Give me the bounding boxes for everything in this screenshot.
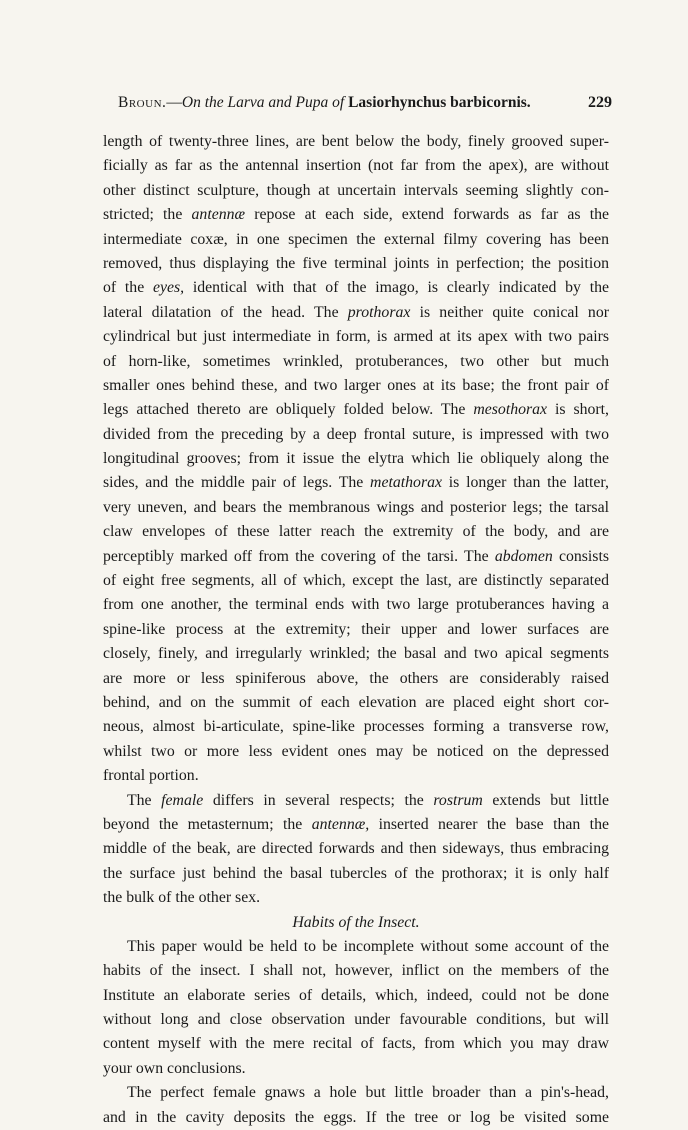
text-line: smaller ones behind these, and two larger ones at its base; the front pair of [103,376,609,394]
text-line: closely, finely, and irregularly wrinkled; the basal and two apical segments [103,645,609,663]
text-line: Institute an elaborate series of details, which, indeed, could not be done [103,986,609,1004]
text-line: neous, almost bi-articulate, spine-like processes forming a transverse row, [103,718,609,736]
text-line: beyond the metasternum; the antennæ, inserted nearer the base than the [103,815,609,833]
text-line: the surface just behind the basal tubercles of the prothorax; it is only half [103,864,609,882]
text-line: frontal portion. [103,767,199,785]
paragraph-egg-laying [103,1081,609,1130]
header-species: Lasiorhynchus barbicornis. [348,94,531,111]
text-line: without long and close observation under favourable conditions, but will [103,1011,609,1029]
text-line: The perfect female gnaws a hole but little broader than a pin's-head, [127,1084,609,1102]
paragraph-female [103,789,609,911]
text-line: of the eyes, identical with that of the imago, is clearly indicated by the [103,279,610,297]
text-line: behind, and on the summit of each elevation are placed eight short cor- [103,693,609,711]
text-line: length of twenty-three lines, are bent below the body, finely grooved super- [103,133,609,150]
text-line: middle of the beak, are directed forwards and then sideways, thus embracing [103,840,609,858]
text-line: divided from the preceding by a deep frontal suture, is impressed with two [103,425,609,443]
header-title [118,94,531,112]
text-line: other distinct sculpture, though at uncertain intervals seeming slightly con- [103,181,609,199]
text-line: perceptibly marked off from the covering of the tarsi. The abdomen consists [103,547,609,565]
text-line: of horn-like, sometimes wrinkled, protuberances, two other but much [103,352,609,370]
text-line: are more or less spiniferous above, the others are considerably raised [103,669,609,687]
text-line: removed, thus displaying the five terminal joints in perfection; the position [103,254,609,272]
header-dash: — [166,94,182,111]
text-line: cylindrical but just intermediate in form, is armed at its apex with two pairs [103,328,609,346]
text-line: sides, and the middle pair of legs. The metathorax is longer than the latter, [103,474,609,492]
text-line: intermediate coxæ, in one specimen the external filmy covering has been [103,230,609,248]
text-line: content myself with the mere recital of facts, from which you may draw [103,1035,609,1053]
text-line: legs attached thereto are obliquely folded below. The mesothorax is short, [103,401,609,419]
paragraph-larva-description [103,130,609,789]
text-line: longitudinal grooves; from it issue the elytra which lie obliquely along the [103,450,609,468]
text-line: the bulk of the other sex. [103,889,261,907]
text-line: The female differs in several respects; the rostrum extends but little [127,791,609,809]
running-header [118,94,612,112]
page-number: 229 [588,94,612,111]
text-line: ficially as far as the antennal insertion (not far from the apex), are without [103,157,609,175]
header-title-italic: On the Larva and Pupa of [181,94,349,111]
text-line: from one another, the terminal ends with two large protuberances having a [103,596,609,614]
text-line: and in the cavity deposits the eggs. If the tree or log be visited some [103,1108,609,1126]
text-line: very uneven, and bears the membranous wings and posterior legs; the tarsal [103,498,609,516]
text-line: This paper would be held to be incomplete without some account of the [127,937,609,955]
text-line: lateral dilatation of the head. The prothorax is neither quite conical nor [103,303,609,321]
text-line: claw envelopes of these latter reach the extremity of the body, and are [103,523,609,541]
text-line: whilst two or more less evident ones may be noticed on the depressed [103,742,609,760]
section-heading: Habits of the Insect. [292,913,420,931]
body-text [103,130,609,1130]
paragraph-habits-intro [103,935,609,1081]
text-line: stricted; the antennæ repose at each side, extend forwards as far as the [103,206,609,224]
text-line: spine-like process at the extremity; their upper and lower surfaces are [103,620,609,638]
text-line: your own conclusions. [103,1059,246,1077]
text-line: of eight free segments, all of which, except the last, are distinctly separated [103,572,609,590]
text-line: habits of the insect. I shall not, however, inflict on the members of the [103,962,609,980]
header-author: Broun. [118,94,167,111]
